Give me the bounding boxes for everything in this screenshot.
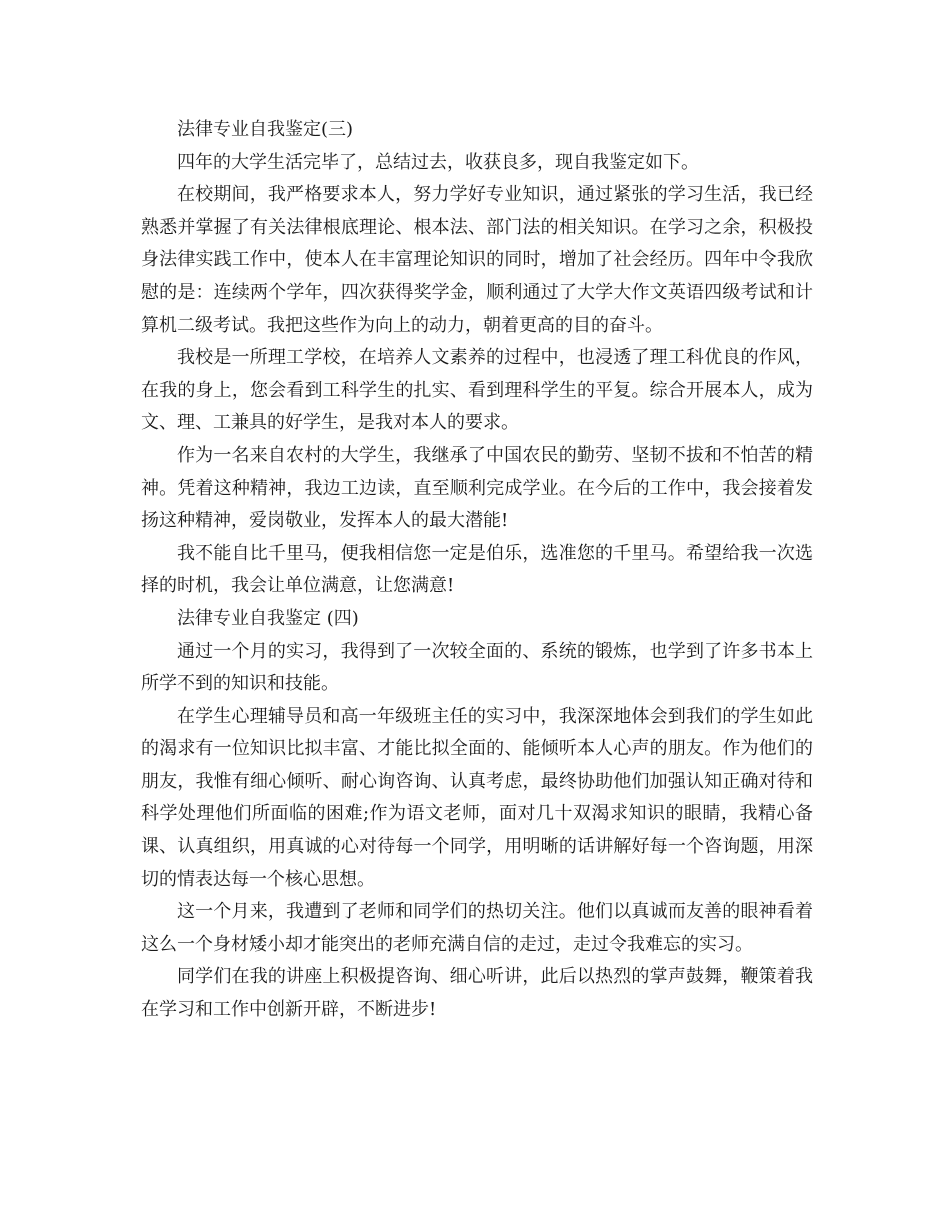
paragraph: 我校是一所理工学校，在培养人文素养的过程中，也浸透了理工科优良的作风，在我的身上，您会看到工科学生的扎实、看到理科学生的平复。综合开展本人，成为文、理、工兼具的好学生，是我对本人的要求。 [141, 347, 813, 434]
section-heading-4: 法律专业自我鉴定 (四) [177, 607, 359, 629]
paragraph: 这一个月来，我遭到了老师和同学们的热切关注。他们以真诚而友善的眼神看着这么一个身材矮小却才能突出的老师充满自信的走过，走过令我难忘的实习。 [141, 901, 813, 955]
paragraph: 我不能自比千里马，便我相信您一定是伯乐，选准您的千里马。希望给我一次选择的时机，我会让单位满意，让您满意! [141, 542, 813, 597]
document-body [141, 114, 813, 1027]
paragraph: 作为一名来自农村的大学生，我继承了中国农民的勤劳、坚韧不拔和不怕苦的精神。凭着这种精神，我边工边读，直至顺利完成学业。在今后的工作中，我会接着发扬这种精神，爱岗敬业，发挥本人的最大潜能! [141, 444, 813, 532]
paragraph: 四年的大学生活完毕了，总结过去，收获良多，现自我鉴定如下。 [177, 151, 699, 173]
paragraph: 通过一个月的实习，我得到了一次较全面的、系统的锻炼，也学到了许多书本上所学不到的知识和技能。 [141, 640, 813, 695]
paragraph: 在学生心理辅导员和高一年级班主任的实习中，我深深地体会到我们的学生如此的渴求有一位知识比拟丰富、才能比拟全面的、能倾听本人心声的朋友。作为他们的朋友，我惟有细心倾听、耐心询咨询、认真考虑，最终协助他们加强认知正确对待和科学处理他们所面临的困难;作为语文老师，面对几十双渴求知识的眼睛，我精心备课、认真组织，用真诚的心对待每一个同学，用明晰的话讲解好每一个咨询题，用深切的情表达每一个核心思想。 [141, 705, 813, 890]
section-heading-3: 法律专业自我鉴定(三) [177, 119, 354, 140]
paragraph: 同学们在我的讲座上积极提咨询、细心听讲，此后以热烈的掌声鼓舞，鞭策着我在学习和工作中创新开辟，不断进步! [141, 966, 813, 1021]
paragraph: 在校期间，我严格要求本人，努力学好专业知识，通过紧张的学习生活，我已经熟悉并掌握了有关法律根底理论、根本法、部门法的相关知识。在学习之余，积极投身法律实践工作中，使本人在丰富理论知识的同时，增加了社会经历。四年中令我欣慰的是：连续两个学年，四次获得奖学金，顺利通过了大学大作文英语四级考试和计算机二级考试。我把这些作为向上的动力，朝着更高的目的奋斗。 [141, 184, 813, 336]
